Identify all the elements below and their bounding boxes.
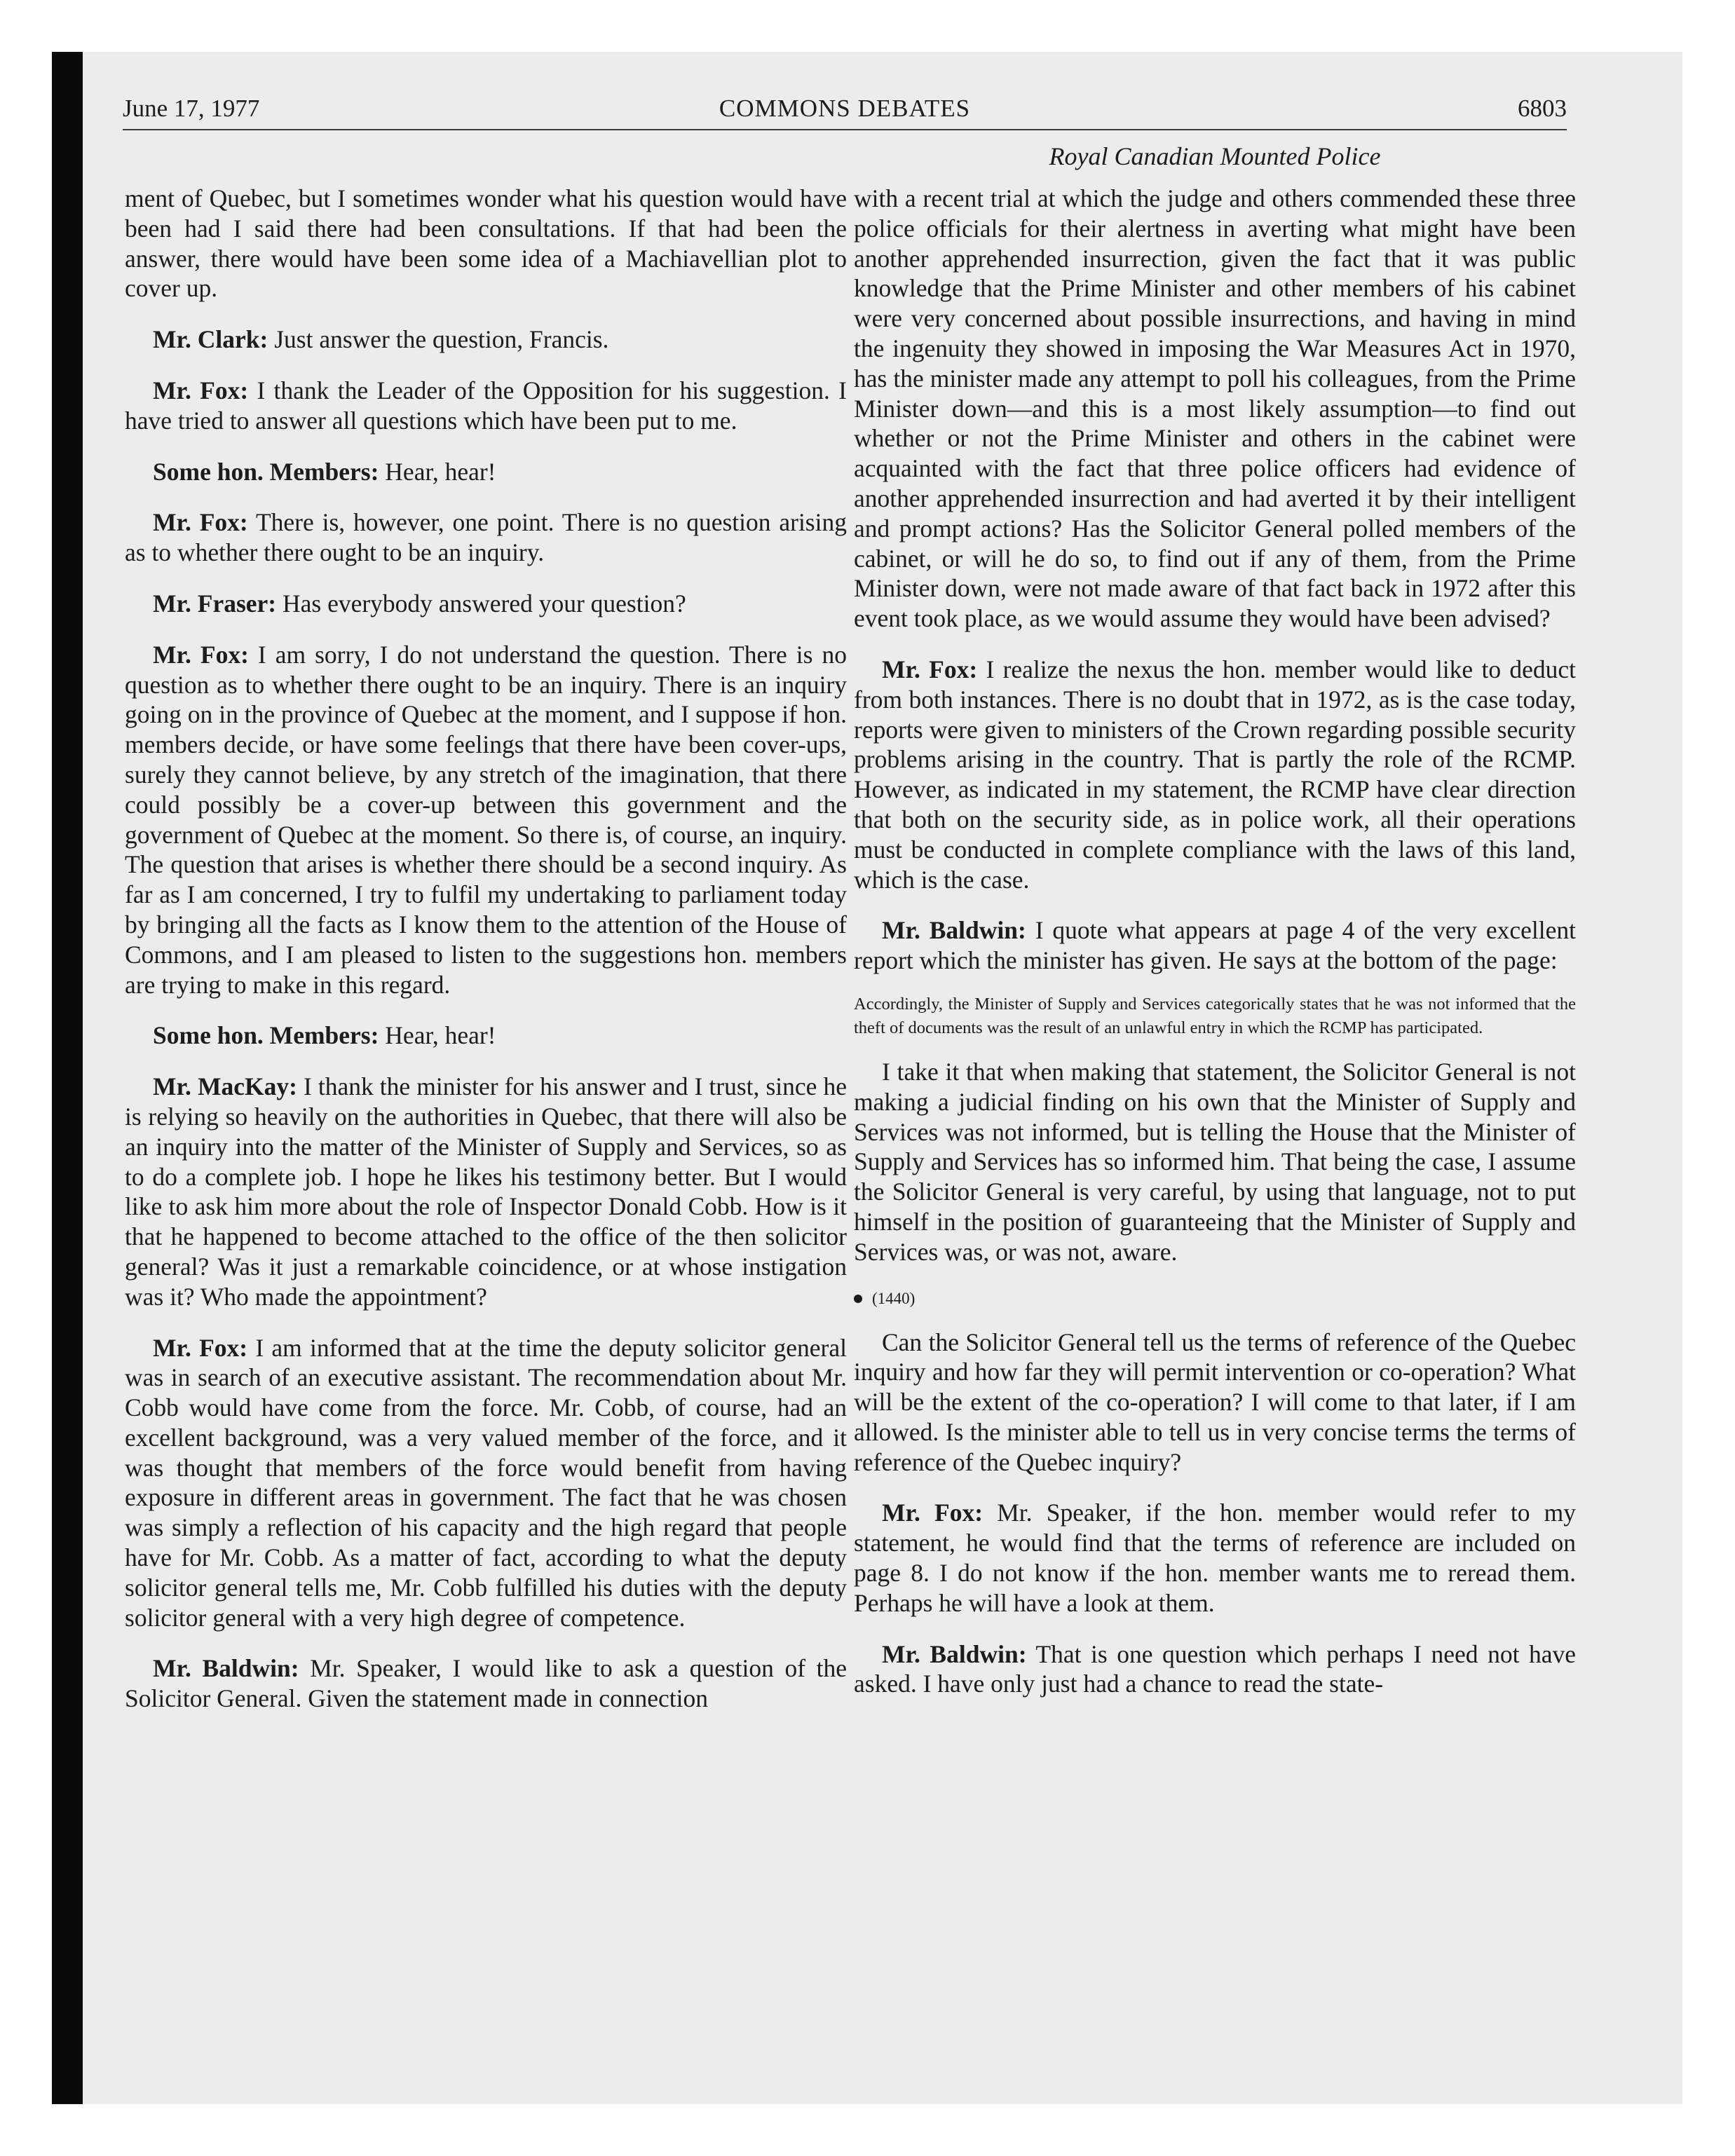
speech-text: I thank the minister for his answer and I trust, since he is relying so heavily on the authorities in Quebec, that there will also be an inquiry into the matter of the Minister of Supply and Services, so as to do a complete job. I hope he likes his testimony better. But I would like to ask him more about the role of Inspector Donald Cobb. How is it that he happened to become attached to the office of the then solicitor general? Was it just a remarkable coincidence, or at whose instigation was it? Who made the appointment? — [125, 1072, 848, 1311]
speaker-name: Mr. Fox: — [882, 655, 978, 683]
block-quote: Accordingly, the Minister of Supply and Services categorically states that he was not informed that the theft of documents was the result of an unlawful entry in which the RCMP has participated. — [854, 994, 1576, 1037]
speech — [125, 640, 847, 1000]
speaker-name: Mr. Fox: — [153, 376, 249, 404]
speaker-name: Mr. Clark: — [153, 325, 268, 354]
speech — [125, 1021, 847, 1051]
speaker-name: Mr. Fox: — [153, 508, 248, 537]
speech — [125, 325, 847, 355]
speech — [854, 1498, 1576, 1618]
speech — [125, 376, 847, 436]
speech-text: There is, however, one point. There is no question arising as to whether there ought to be an inquiry. — [125, 508, 847, 567]
speech — [125, 589, 847, 619]
speech — [125, 507, 847, 568]
header-rule — [123, 129, 1567, 130]
speech-text: Has everybody answered your question? — [276, 589, 686, 618]
speaker-name: Mr. Baldwin: — [153, 1654, 299, 1683]
speech-text: I quote what appears at page 4 of the very excellent report which the minister has given. He says at the bottom of the page: — [854, 916, 1577, 975]
paragraph-text: ment of Quebec, but I sometimes wonder what his question would have been had I said there had been consultations. If that had been the answer, there would have been some idea of a Machiavellian plot to cover up. — [125, 184, 847, 303]
time-marker — [854, 1288, 1576, 1309]
right-column — [854, 184, 1576, 1720]
speech-text: That is one question which perhaps I need not have asked. I have only just had a chance to read the state- — [854, 1639, 1576, 1698]
speech-text: I am sorry, I do not understand the question. There is no question as to whether there ought to be an inquiry. There is an inquiry going on in the province of Quebec at the moment, and I suppose if hon. members decide, or have some feelings that there have been cover-ups, surely they cannot believe, by any stretch of the imagination, that there could possibly be a cover-up between this government and the government of Quebec at the moment. So there is, of course, an inquiry. The question that arises is whether there should be a second inquiry. As far as I am concerned, I try to fulfil my undertaking to parliament today by bringing all the facts as I know them to the attention of the House of Commons, and I am pleased to listen to the suggestions hon. members are trying to make in this regard. — [125, 640, 847, 999]
speech — [854, 1639, 1576, 1700]
speech-text: Mr. Speaker, I would like to ask a question of the Solicitor General. Given the statement made in connection — [125, 1654, 848, 1713]
speaker-name: Some hon. Members: — [153, 1021, 379, 1050]
section-title: Royal Canadian Mounted Police — [1049, 142, 1381, 170]
speech — [125, 1072, 847, 1311]
paragraph: with a recent trial at which the judge and others commended these three police officials for their alertness in averting what might have been another apprehended insurrection, given the fact that it was public knowledge that the Prime Minister and other members of his cabinet were very concerned about possible insurrections, and having in mind the ingenuity they showed in imposing the War Measures Act in 1970, has the minister made any attempt to poll his colleagues, from the Prime Minister down—and this is a most likely assumption—to find out whether or not the Prime Minister and others in the cabinet were acquainted with the fact that three police officers had evidence of another apprehended insurrection and had averted it by their intelligent and prompt actions? Has the Solicitor General polled members of the cabinet, or will he do so, to find out if any of them, from the Prime Minister down, were not made aware of that fact back in 1972 after this event took place, as we would assume they would have been advised? — [854, 184, 1576, 633]
speaker-name: Some hon. Members: — [153, 457, 379, 486]
speech-text: Hear, hear! — [379, 457, 496, 486]
bullet-icon — [854, 1295, 862, 1303]
speech — [125, 1653, 847, 1714]
binding-edge — [52, 52, 83, 2104]
speech — [125, 457, 847, 487]
speaker-name: Mr. Baldwin: — [882, 916, 1026, 945]
header-page-number: 6803 — [1518, 95, 1567, 122]
speech — [854, 655, 1576, 894]
paragraph: Can the Solicitor General tell us the terms of reference of the Quebec inquiry and how far they will permit intervention or co-operation? What will be the extent of the co-operation? I will come to that later, if I am allowed. Is the minister able to tell us in very concise terms the terms of reference of the Quebec inquiry? — [854, 1328, 1576, 1476]
speech-text: I realize the nexus the hon. member would like to deduct from both instances. There is no doubt that in 1972, as is the case today, reports were given to ministers of the Crown regarding possible security problems arising in the country. That is partly the role of the RCMP. However, as indicated in my statement, the RCMP have clear direction that both on the security side, as in police work, all their operations must be conducted in complete compliance with the laws of this land, which is the case. — [854, 655, 1576, 894]
speech-text: Just answer the question, Francis. — [268, 325, 609, 354]
speaker-name: Mr. Fox: — [153, 1333, 248, 1362]
speaker-name: Mr. Baldwin: — [882, 1639, 1027, 1668]
speaker-name: Mr. MacKay: — [153, 1072, 297, 1101]
header-publication: COMMONS DEBATES — [719, 95, 971, 122]
paragraph: I take it that when making that statement, the Solicitor General is not making a judicial finding on his own that the Minister of Supply and Services was not informed, but is telling the House that the Minister of Supply and Services has so informed him. That being the case, I assume the Solicitor General is very careful, by using that language, not to put himself in the position of guaranteeing that the Minister of Supply and Services was, or was not, aware. — [854, 1057, 1576, 1266]
speech-text: Mr. Speaker, if the hon. member would refer to my statement, he would find that the terms of reference are included on page 8. I do not know if the hon. member wants me to reread them. Perhaps he will have a look at them. — [854, 1499, 1576, 1617]
speech-text: I thank the Leader of the Opposition for his suggestion. I have tried to answer all questions which have been put to me. — [125, 376, 847, 435]
speaker-name: Mr. Fox: — [153, 640, 249, 669]
speech-text: I am informed that at the time the deputy solicitor general was in search of an executive assistant. The recommendation about Mr. Cobb would have come from the force. Mr. Cobb, of course, had an excellent background, was a very valued member of the force, and it was thought that members of the force would benefit from having exposure in different areas in government. The fact that he was chosen was simply a reflection of his capacity and the high regard that people have for Mr. Cobb. As a matter of fact, according to what the deputy solicitor general tells me, Mr. Cobb fulfilled his duties with the deputy solicitor general with a very high degree of competence. — [125, 1333, 847, 1632]
speech-text: Hear, hear! — [379, 1021, 496, 1050]
speaker-name: Mr. Fox: — [882, 1499, 984, 1527]
paragraph — [125, 184, 847, 303]
time-marker-text: (1440) — [872, 1289, 916, 1307]
speech — [854, 915, 1576, 976]
speaker-name: Mr. Fraser: — [153, 589, 277, 618]
header-date: June 17, 1977 — [123, 95, 260, 122]
left-column — [125, 184, 847, 1735]
speech — [125, 1333, 847, 1633]
